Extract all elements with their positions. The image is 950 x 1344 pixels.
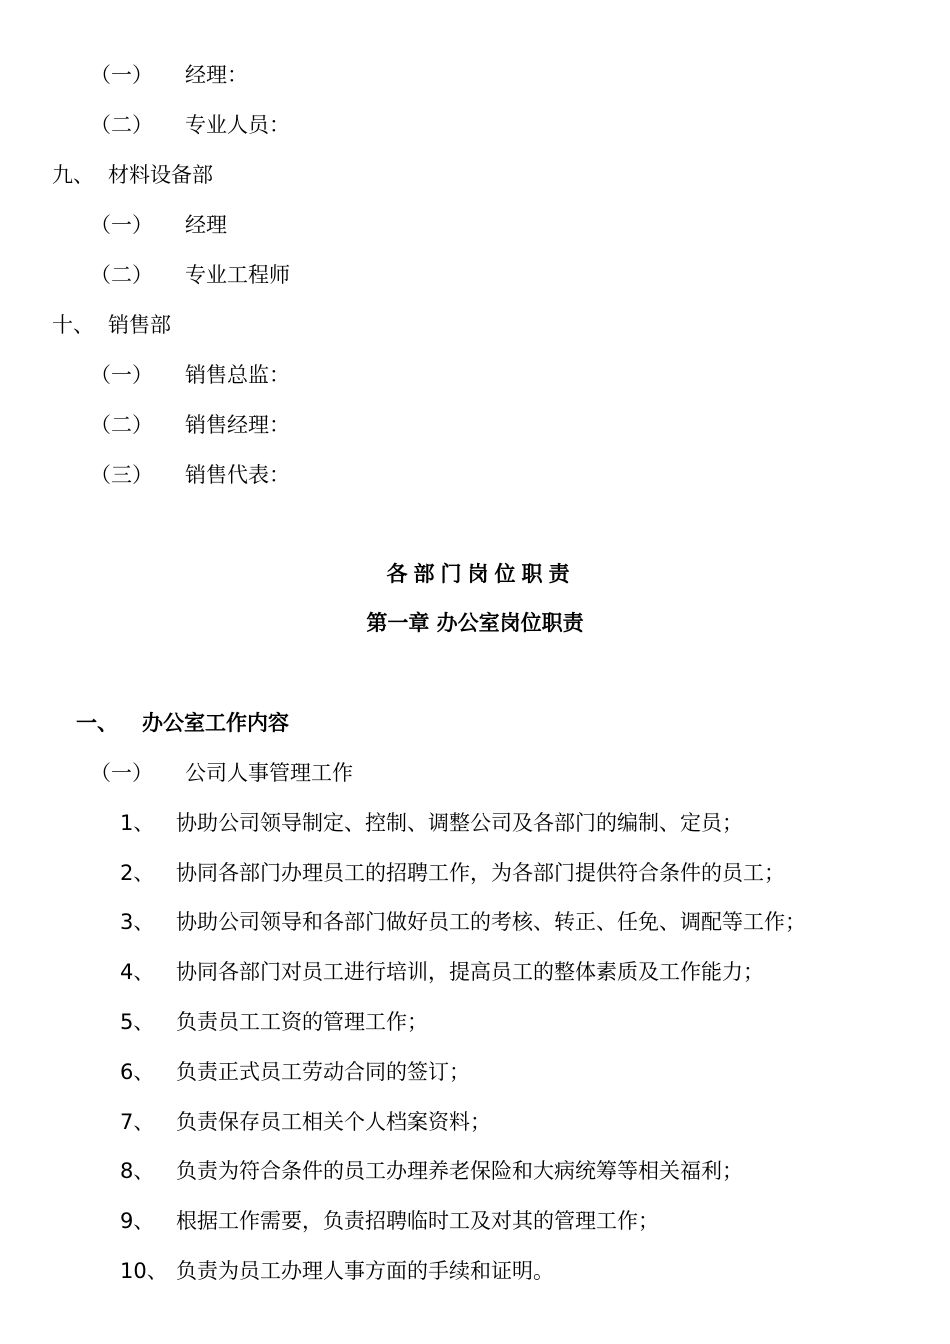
item-number: 2、 [120,861,155,885]
item-text: 协助公司领导制定、控制、调整公司及各部门的编制、定员； [176,811,743,835]
item-text: 负责员工工资的管理工作； [176,1010,428,1034]
section-marker: 一、 [76,711,118,735]
list-text: 销售总监： [185,363,290,387]
list-text: 专业人员： [185,113,290,137]
item-number: 10、 [120,1259,168,1283]
item-number: 4、 [120,960,155,984]
item-text: 负责保存员工相关个人档案资料； [176,1110,491,1134]
list-text: 销售经理： [185,413,290,437]
list-text: 销售代表： [185,463,290,487]
section-title: 办公室工作内容 [142,711,289,735]
list-marker: （二） [90,263,153,287]
list-marker: （二） [90,113,153,137]
item-number: 9、 [120,1209,155,1233]
item-number: 5、 [120,1010,155,1034]
list-text: 专业工程师 [185,263,290,287]
item-number: 7、 [120,1110,155,1134]
list-text: 材料设备部 [108,163,213,187]
item-text: 协同各部门对员工进行培训，提高员工的整体素质及工作能力； [176,960,764,984]
list-marker: （三） [90,463,153,487]
chapter-title: 第一章 办公室岗位职责 [366,611,584,635]
item-number: 8、 [120,1159,155,1183]
item-text: 负责正式员工劳动合同的签订； [176,1060,470,1084]
list-marker: （一） [90,213,153,237]
list-text: 经理 [185,213,227,237]
list-text: 经理： [185,63,248,87]
subsection-title: 公司人事管理工作 [185,761,353,785]
list-text: 销售部 [108,313,171,337]
item-text: 根据工作需要，负责招聘临时工及对其的管理工作； [176,1209,659,1233]
subsection-marker: （一） [90,761,153,785]
item-text: 协同各部门办理员工的招聘工作，为各部门提供符合条件的员工； [176,861,785,885]
item-number: 3、 [120,910,155,934]
list-marker: 九、 [52,163,94,187]
list-marker: （一） [90,63,153,87]
item-text: 协助公司领导和各部门做好员工的考核、转正、任免、调配等工作； [176,910,806,934]
list-marker: （二） [90,413,153,437]
item-number: 6、 [120,1060,155,1084]
item-text: 负责为员工办理人事方面的手续和证明。 [176,1259,554,1283]
list-marker: （一） [90,363,153,387]
main-title: 各部门岗位职责 [386,562,576,586]
item-text: 负责为符合条件的员工办理养老保险和大病统筹等相关福利； [176,1159,743,1183]
item-number: 1、 [120,811,155,835]
list-marker: 十、 [52,313,94,337]
